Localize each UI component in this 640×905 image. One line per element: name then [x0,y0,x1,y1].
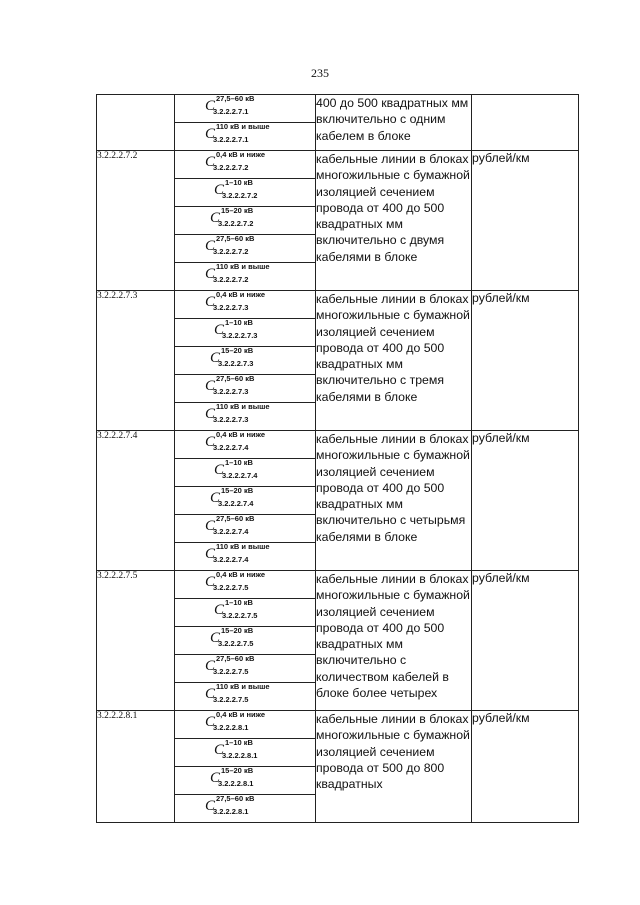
rate-symbol-letter: C [205,574,216,590]
table-row [97,151,579,179]
rate-index: 3.2.2.2.7.4 [218,499,254,508]
rate-symbol-letter: C [205,658,216,674]
table-row [97,291,579,319]
voltage-class: 0,4 кВ и ниже [216,150,265,159]
voltage-class: 110 кВ и выше [216,262,270,271]
rate-index: 3.2.2.2.7.2 [213,247,249,256]
rate-symbol [205,655,285,677]
voltage-class: 27,5–60 кВ [216,374,255,383]
description-cell: 400 до 500 квадратных мм включительно с одним кабелем в блоке [316,95,472,151]
voltage-class: 1–10 кВ [225,598,253,607]
rate-symbol-letter: C [210,490,221,506]
rate-symbol-cell [175,235,316,263]
rate-index: 3.2.2.2.7.3 [218,359,254,368]
voltage-class: 15–20 кВ [221,346,254,355]
rate-symbol-cell [175,263,316,291]
rate-symbol [214,599,276,621]
rate-symbol-cell [175,291,316,319]
voltage-class: 27,5–60 кВ [216,794,255,803]
rate-index: 3.2.2.2.8.1 [213,807,249,816]
rate-symbol [205,711,285,733]
rate-symbol-letter: C [210,630,221,646]
rate-index: 3.2.2.2.7.3 [213,387,249,396]
rate-symbol-letter: C [205,686,216,702]
voltage-class: 110 кВ и выше [216,682,270,691]
rate-symbol [205,123,285,145]
page-number: 235 [311,66,329,80]
rate-index: 3.2.2.2.7.5 [222,611,258,620]
rate-symbol [205,543,285,565]
rate-symbol [210,627,280,649]
rate-symbol [205,403,285,425]
rate-index: 3.2.2.2.7.2 [218,219,254,228]
rate-index: 3.2.2.2.7.1 [213,107,249,116]
rate-symbol-cell [175,683,316,711]
rate-symbol [205,151,285,173]
voltage-class: 1–10 кВ [225,738,253,747]
rate-symbol-letter: C [205,238,216,254]
rate-symbol-letter: C [205,266,216,282]
rate-symbol-cell [175,459,316,487]
rate-index: 3.2.2.2.7.4 [213,555,249,564]
voltage-class: 27,5–60 кВ [216,94,255,103]
rate-index: 3.2.2.2.8.1 [218,779,254,788]
rate-symbol-letter: C [205,126,216,142]
description-cell: кабельные линии в блоках многожильные с бумажной изоляцией сечением провода от 400 до 500 квадратных мм включительно с двумя кабелями в блоке [316,151,472,291]
table-row [97,571,579,599]
rate-symbol-letter: C [205,406,216,422]
table-row [97,95,579,123]
voltage-class: 15–20 кВ [221,626,254,635]
rate-symbol-letter: C [210,210,221,226]
rate-symbol-cell [175,347,316,375]
rate-symbol-cell [175,739,316,767]
rate-symbol [205,235,285,257]
voltage-class: 1–10 кВ [225,458,253,467]
item-code: 3.2.2.2.8.1 [97,711,175,823]
rate-symbol-letter: C [205,378,216,394]
rate-symbol-letter: C [214,742,225,758]
rate-index: 3.2.2.2.7.2 [213,163,249,172]
rate-symbol [205,795,285,817]
code-cell-empty [97,95,175,151]
voltage-class: 15–20 кВ [221,206,254,215]
rate-symbol [205,515,285,537]
unit-cell-empty [472,95,579,151]
rate-symbol-cell [175,403,316,431]
rate-symbol-cell [175,151,316,179]
voltage-class: 1–10 кВ [225,318,253,327]
rate-symbol [210,767,280,789]
rate-symbol-letter: C [205,434,216,450]
item-code: 3.2.2.2.7.2 [97,151,175,291]
rate-symbol-cell [175,543,316,571]
rate-symbol-letter: C [214,322,225,338]
rate-symbol-letter: C [205,294,216,310]
rate-index: 3.2.2.2.7.3 [222,331,258,340]
rate-symbol [205,431,285,453]
rate-symbol-letter: C [210,770,221,786]
voltage-class: 27,5–60 кВ [216,514,255,523]
unit-cell: рублей/км [472,711,579,823]
voltage-class: 0,4 кВ и ниже [216,710,265,719]
rate-index: 3.2.2.2.7.4 [213,527,249,536]
voltage-class: 27,5–60 кВ [216,234,255,243]
voltage-class: 110 кВ и выше [216,122,270,131]
unit-cell: рублей/км [472,151,579,291]
rate-symbol [214,319,276,341]
rate-symbol [214,179,276,201]
rate-symbol-cell [175,599,316,627]
rate-index: 3.2.2.2.7.1 [213,135,249,144]
rate-symbol [214,459,276,481]
rate-symbol-letter: C [210,350,221,366]
rate-symbol [205,263,285,285]
rate-symbol-letter: C [205,798,216,814]
rate-symbol-cell [175,767,316,795]
rate-symbol-cell [175,795,316,823]
rate-index: 3.2.2.2.8.1 [222,751,258,760]
rate-symbol-cell [175,179,316,207]
voltage-class: 1–10 кВ [225,178,253,187]
item-code: 3.2.2.2.7.4 [97,431,175,571]
rate-index: 3.2.2.2.7.5 [213,583,249,592]
rate-symbol [205,375,285,397]
rate-symbol-letter: C [214,182,225,198]
voltage-class: 0,4 кВ и ниже [216,430,265,439]
item-code: 3.2.2.2.7.3 [97,291,175,431]
description-cell: кабельные линии в блоках многожильные с бумажной изоляцией сечением провода от 400 до 500 квадратных мм включительно с четырьмя кабелями в блоке [316,431,472,571]
rates-table [96,94,579,823]
rate-index: 3.2.2.2.7.3 [213,303,249,312]
rate-symbol-cell [175,627,316,655]
item-code: 3.2.2.2.7.5 [97,571,175,711]
voltage-class: 110 кВ и выше [216,402,270,411]
rate-symbol-cell [175,319,316,347]
rate-symbol [205,571,285,593]
unit-cell: рублей/км [472,291,579,431]
description-cell: кабельные линии в блоках многожильные с бумажной изоляцией сечением провода от 400 до 500 квадратных мм включительно с количеством кабелей в блоке более четырех [316,571,472,711]
table-row [97,711,579,739]
rate-symbol-letter: C [205,518,216,534]
rate-symbol-cell [175,571,316,599]
rate-symbol [205,291,285,313]
rate-symbol [210,487,280,509]
rate-symbol [210,207,280,229]
rate-symbol-letter: C [205,714,216,730]
rate-symbol-cell [175,207,316,235]
rate-symbol-cell [175,123,316,151]
rate-symbol-letter: C [214,462,225,478]
table-row [97,431,579,459]
rate-symbol-cell [175,515,316,543]
rate-symbol-letter: C [214,602,225,618]
rate-index: 3.2.2.2.7.3 [213,415,249,424]
rate-index: 3.2.2.2.7.5 [213,695,249,704]
rate-symbol-cell [175,487,316,515]
rate-symbol-cell [175,375,316,403]
voltage-class: 0,4 кВ и ниже [216,570,265,579]
rate-index: 3.2.2.2.7.2 [213,275,249,284]
rate-index: 3.2.2.2.7.5 [213,667,249,676]
voltage-class: 15–20 кВ [221,766,254,775]
rate-symbol [210,347,280,369]
voltage-class: 27,5–60 кВ [216,654,255,663]
voltage-class: 15–20 кВ [221,486,254,495]
rate-index: 3.2.2.2.8.1 [213,723,249,732]
rates-table-body [97,95,579,823]
rate-index: 3.2.2.2.7.2 [222,191,258,200]
rate-index: 3.2.2.2.7.5 [218,639,254,648]
rate-symbol [205,95,285,117]
rate-index: 3.2.2.2.7.4 [213,443,249,452]
voltage-class: 110 кВ и выше [216,542,270,551]
unit-cell: рублей/км [472,571,579,711]
rate-index: 3.2.2.2.7.4 [222,471,258,480]
description-cell: кабельные линии в блоках многожильные с бумажной изоляцией сечением провода от 400 до 500 квадратных мм включительно с тремя кабелями в блоке [316,291,472,431]
rate-symbol-cell [175,431,316,459]
rate-symbol-cell [175,711,316,739]
rate-symbol [214,739,276,761]
rate-symbol-cell [175,95,316,123]
rate-symbol [205,683,285,705]
rate-symbol-letter: C [205,154,216,170]
rate-symbol-letter: C [205,98,216,114]
rate-symbol-letter: C [205,546,216,562]
voltage-class: 0,4 кВ и ниже [216,290,265,299]
unit-cell: рублей/км [472,431,579,571]
description-cell: кабельные линии в блоках многожильные с бумажной изоляцией сечением провода от 500 до 800 квадратных [316,711,472,823]
rate-symbol-cell [175,655,316,683]
